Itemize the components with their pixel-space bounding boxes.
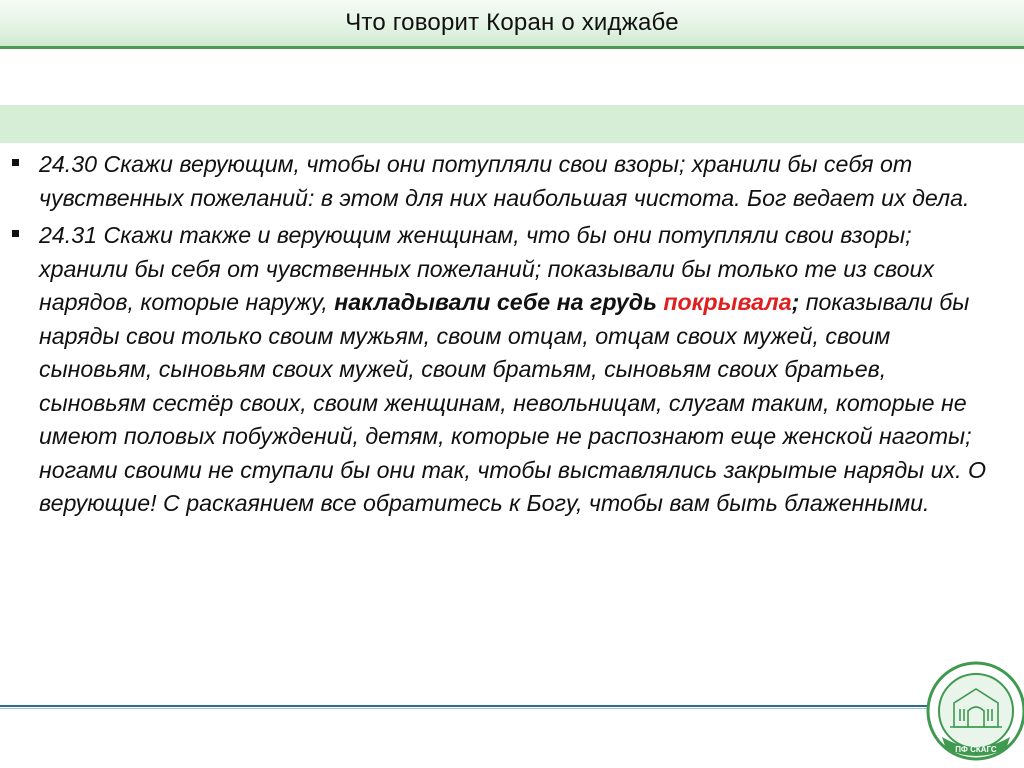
emphasis-text: накладывали себе на грудь xyxy=(334,289,664,315)
verse-text-end: показывали бы наряды свои только своим мужьям, своим отцам, отцам своих мужей, своим сыновьям, сыновьям своих мужей, своим братьям, сыновьям своих братьев, сыновьям сестёр своих, своим женщинам, невольницам, слугам таким, которые не имеют половых побуждений, детям, которые не распознают еще женской наготы; ногами своими не ступали бы они так, чтобы выставлялись закрытые наряды их. О верующие! С раскаянием все обратитесь к Богу, чтобы вам быть блаженными. xyxy=(39,289,987,516)
verse-text-start: 24.31 Скажи также и верующим женщинам, что бы они потупляли свои взоры; хранили бы себя от чувственных пожеланий; показывали бы только те из своих нарядов, которые наружу, xyxy=(39,222,934,315)
list-item xyxy=(12,219,1004,525)
emphasis-semicolon: ; xyxy=(791,289,800,315)
verse-24-31 xyxy=(39,219,987,521)
verse-24-30 xyxy=(39,148,987,215)
list-item xyxy=(12,148,1004,219)
verse-text: 24.30 Скажи верующим, чтобы они потупляли свои взоры; хранили бы себя от чувственных пожеланий: в этом для них наибольшая чистота. Бог ведает их дела. xyxy=(39,151,970,211)
title-bar xyxy=(0,0,1024,46)
square-bullet-icon xyxy=(12,230,19,237)
title-divider xyxy=(0,46,1024,49)
seal-label: ПФ СКАГС xyxy=(955,745,997,754)
seal-inner-ring xyxy=(939,674,1013,748)
subtitle-band xyxy=(0,105,1024,143)
institution-seal-logo xyxy=(924,645,1024,768)
footer-divider xyxy=(0,705,930,707)
square-bullet-icon xyxy=(12,159,19,166)
slide-title: Что говорит Коран о хиджабе xyxy=(345,9,679,36)
footer-divider-light xyxy=(0,708,930,709)
highlight-text: покрывала xyxy=(663,289,792,315)
verse-list xyxy=(12,148,1004,525)
